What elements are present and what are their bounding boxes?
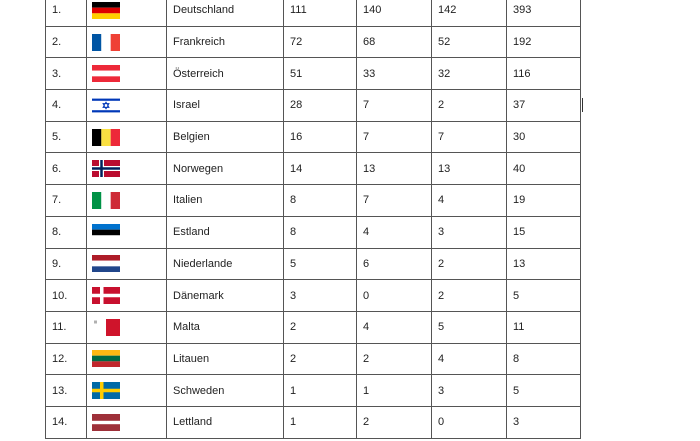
gold-cell: 8: [284, 185, 357, 217]
flag-latvia-icon: [92, 414, 120, 431]
rank-cell: 10.: [46, 280, 87, 312]
bronze-cell: 52: [432, 26, 507, 58]
rank-cell: 2.: [46, 26, 87, 58]
text-cursor: [582, 98, 583, 112]
country-cell: Österreich: [167, 58, 284, 90]
rank-cell: 14.: [46, 406, 87, 438]
total-cell: 393: [507, 0, 581, 26]
table-row: [46, 375, 581, 407]
country-cell: Estland: [167, 216, 284, 248]
bronze-cell: 32: [432, 58, 507, 90]
flag-belgium-icon: [92, 129, 120, 146]
total-cell: 30: [507, 121, 581, 153]
total-cell: 19: [507, 185, 581, 217]
gold-cell: 2: [284, 311, 357, 343]
total-cell: 116: [507, 58, 581, 90]
flag-austria-icon: [92, 65, 120, 82]
country-cell: Malta: [167, 311, 284, 343]
gold-cell: 72: [284, 26, 357, 58]
silver-cell: 7: [357, 185, 432, 217]
table-row: [46, 58, 581, 90]
gold-cell: 5: [284, 248, 357, 280]
bronze-cell: 142: [432, 0, 507, 26]
silver-cell: 7: [357, 90, 432, 122]
country-cell: Schweden: [167, 375, 284, 407]
flag-israel-icon: [92, 97, 120, 114]
table-row: [46, 311, 581, 343]
gold-cell: 16: [284, 121, 357, 153]
bronze-cell: 3: [432, 216, 507, 248]
silver-cell: 6: [357, 248, 432, 280]
table-row: [46, 153, 581, 185]
gold-cell: 111: [284, 0, 357, 26]
flag-france-icon: [92, 34, 120, 51]
table-row: [46, 26, 581, 58]
silver-cell: 140: [357, 0, 432, 26]
gold-cell: 14: [284, 153, 357, 185]
country-cell: Belgien: [167, 121, 284, 153]
country-cell: Litauen: [167, 343, 284, 375]
rank-cell: 4.: [46, 90, 87, 122]
bronze-cell: 5: [432, 311, 507, 343]
country-cell: Dänemark: [167, 280, 284, 312]
table-row: [46, 90, 581, 122]
gold-cell: 2: [284, 343, 357, 375]
silver-cell: 4: [357, 216, 432, 248]
silver-cell: 1: [357, 375, 432, 407]
flag-netherlands-icon: [92, 255, 120, 272]
total-cell: 5: [507, 375, 581, 407]
bronze-cell: 4: [432, 343, 507, 375]
total-cell: 8: [507, 343, 581, 375]
rank-cell: 1.: [46, 0, 87, 26]
country-cell: Israel: [167, 90, 284, 122]
table-row: [46, 343, 581, 375]
gold-cell: 28: [284, 90, 357, 122]
silver-cell: 68: [357, 26, 432, 58]
rank-cell: 9.: [46, 248, 87, 280]
rank-cell: 8.: [46, 216, 87, 248]
rank-cell: 12.: [46, 343, 87, 375]
flag-germany-icon: [92, 2, 120, 19]
bronze-cell: 2: [432, 280, 507, 312]
bronze-cell: 4: [432, 185, 507, 217]
total-cell: 3: [507, 406, 581, 438]
total-cell: 15: [507, 216, 581, 248]
silver-cell: 7: [357, 121, 432, 153]
flag-norway-icon: [92, 160, 120, 177]
table-row: [46, 216, 581, 248]
country-cell: Niederlande: [167, 248, 284, 280]
total-cell: 11: [507, 311, 581, 343]
country-cell: Norwegen: [167, 153, 284, 185]
total-cell: 192: [507, 26, 581, 58]
flag-sweden-icon: [92, 382, 120, 399]
gold-cell: 51: [284, 58, 357, 90]
country-cell: Frankreich: [167, 26, 284, 58]
medal-table: [45, 0, 581, 439]
rank-cell: 3.: [46, 58, 87, 90]
flag-lithuania-icon: [92, 350, 120, 367]
table-row: [46, 185, 581, 217]
table-row: [46, 406, 581, 438]
flag-italy-icon: [92, 192, 120, 209]
silver-cell: 0: [357, 280, 432, 312]
total-cell: 37: [507, 90, 581, 122]
rank-cell: 7.: [46, 185, 87, 217]
flag-malta-icon: [92, 319, 120, 336]
silver-cell: 13: [357, 153, 432, 185]
total-cell: 40: [507, 153, 581, 185]
table-row: [46, 121, 581, 153]
bronze-cell: 3: [432, 375, 507, 407]
country-cell: Lettland: [167, 406, 284, 438]
silver-cell: 33: [357, 58, 432, 90]
total-cell: 13: [507, 248, 581, 280]
flag-denmark-icon: [92, 287, 120, 304]
gold-cell: 8: [284, 216, 357, 248]
rank-cell: 13.: [46, 375, 87, 407]
table-row: [46, 248, 581, 280]
bronze-cell: 0: [432, 406, 507, 438]
flag-estonia-icon: [92, 224, 120, 241]
bronze-cell: 2: [432, 90, 507, 122]
gold-cell: 1: [284, 375, 357, 407]
silver-cell: 4: [357, 311, 432, 343]
rank-cell: 6.: [46, 153, 87, 185]
gold-cell: 1: [284, 406, 357, 438]
table-row: [46, 0, 581, 26]
bronze-cell: 13: [432, 153, 507, 185]
country-cell: Deutschland: [167, 0, 284, 26]
total-cell: 5: [507, 280, 581, 312]
bronze-cell: 2: [432, 248, 507, 280]
gold-cell: 3: [284, 280, 357, 312]
rank-cell: 5.: [46, 121, 87, 153]
country-cell: Italien: [167, 185, 284, 217]
silver-cell: 2: [357, 406, 432, 438]
silver-cell: 2: [357, 343, 432, 375]
rank-cell: 11.: [46, 311, 87, 343]
bronze-cell: 7: [432, 121, 507, 153]
table-row: [46, 280, 581, 312]
